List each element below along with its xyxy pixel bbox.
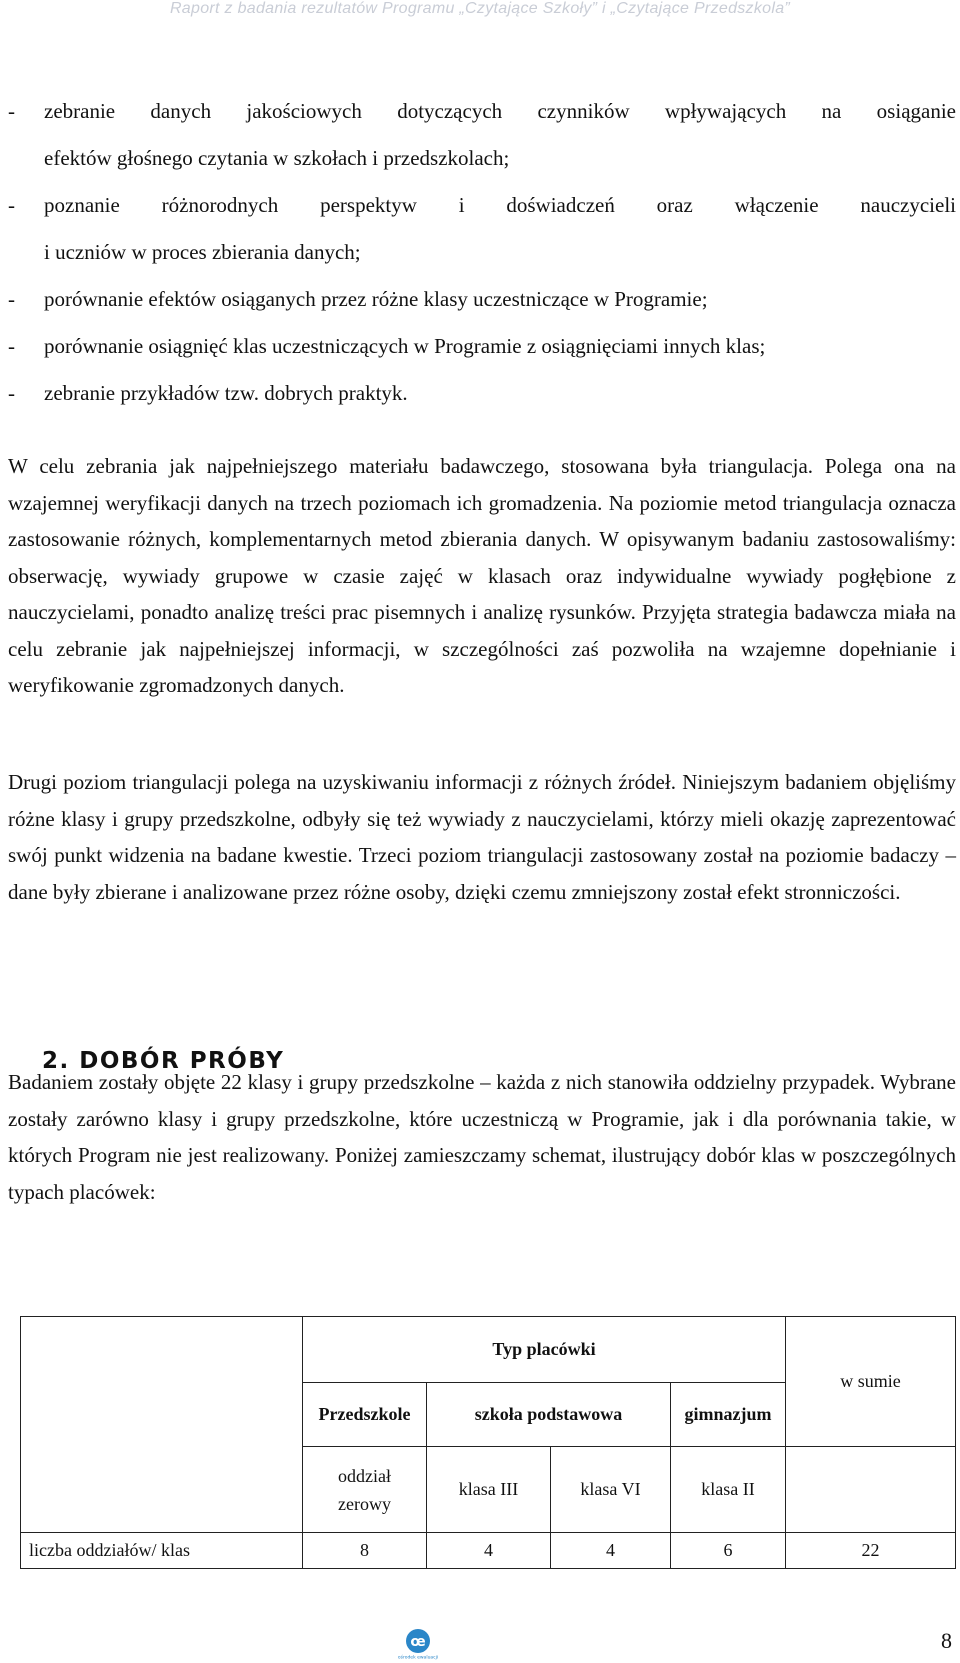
section-heading: 2. DOBÓR PRÓBY bbox=[42, 1048, 285, 1074]
list-item bbox=[8, 370, 956, 417]
list-item-text: porównanie efektów osiąganych przez różne klasy uczestniczące w Programie; bbox=[44, 287, 708, 311]
bullet-dash: - bbox=[8, 334, 15, 358]
list-item-text: porównanie osiągnięć klas uczestniczących w Programie z osiągnięciami innych klas; bbox=[44, 334, 766, 358]
list-item bbox=[8, 276, 956, 323]
table-row bbox=[21, 1533, 956, 1569]
osrodek-ewaluacji-logo bbox=[394, 1628, 442, 1660]
running-header: Raport z badania rezultatów Programu „Czytające Szkoły” i „Czytające Przedszkola” bbox=[169, 0, 791, 17]
table-header-klasa-ii: klasa II bbox=[671, 1447, 786, 1533]
bullet-dash: - bbox=[8, 287, 15, 311]
bullet-dash: - bbox=[8, 381, 15, 405]
table-row-label: liczba oddziałów/ klas bbox=[21, 1533, 303, 1569]
table-header-typ-placowki: Typ placówki bbox=[303, 1317, 786, 1383]
table-cell: 6 bbox=[671, 1533, 786, 1569]
table-header-w-sumie: w sumie bbox=[786, 1317, 956, 1447]
list-item bbox=[8, 88, 956, 182]
table-cell: 4 bbox=[551, 1533, 671, 1569]
table-header-zerowy: zerowy bbox=[338, 1493, 391, 1514]
table-header-szkola-podstawowa: szkoła podstawowa bbox=[427, 1383, 671, 1447]
table-header-gimnazjum: gimnazjum bbox=[671, 1383, 786, 1447]
table-header-klasa-iii: klasa III bbox=[427, 1447, 551, 1533]
table-cell: 4 bbox=[427, 1533, 551, 1569]
list-item-line: poznanie różnorodnych perspektyw i doświadczeń oraz włączenie nauczycieli bbox=[44, 193, 956, 217]
bullet-dash: - bbox=[8, 193, 15, 217]
table-corner-cell bbox=[21, 1317, 303, 1533]
paragraph-sources: Drugi poziom triangulacji polega na uzyskiwaniu informacji z różnych źródeł. Niniejszym badaniem objęliśmy różne klasy i grupy przedszkolne, odbyły się też wywiady z nauczycielami, którzy mieli okazję zaprezentować swój punkt widzenia na badane kwestie. Trzeci poziom triangulacji zastosowany został na poziomie badaczy – dane były zbierane i analizowane przez różne osoby, dzięki czemu zmniejszony został efekt stronniczości. bbox=[8, 770, 956, 904]
table-header-oddzial: oddział bbox=[338, 1465, 391, 1486]
logo-text: ośrodek ewaluacji bbox=[397, 1655, 439, 1660]
table-header-klasa-vi: klasa VI bbox=[551, 1447, 671, 1533]
list-item-text: zebranie przykładów tzw. dobrych praktyk. bbox=[44, 381, 408, 405]
bullet-dash: - bbox=[8, 99, 15, 123]
list-item-line: i uczniów w proces zbierania danych; bbox=[44, 240, 361, 264]
list-item bbox=[8, 182, 956, 276]
list-item-line: efektów głośnego czytania w szkołach i przedszkolach; bbox=[44, 146, 510, 170]
bullet-list bbox=[8, 88, 956, 417]
table-empty-cell bbox=[786, 1447, 956, 1533]
paragraph-triangulation: W celu zebrania jak najpełniejszego materiału badawczego, stosowana była triangulacja. Polega ona na wzajemnej weryfikacji danych na trzech poziomach ich gromadzenia. Na poziomie metod triangulacja oznacza zastosowanie różnych, komplementarnych metod zbierania danych. W opisywanym badaniu zastosowaliśmy: obserwację, wywiady grupowe w czasie zajęć w klasach oraz indywidualne wywiady pogłębione z nauczycielami, ponadto analizę treści prac pisemnych i analizę rysunków. Przyjęta strategia badawcza miała na celu zebranie jak najpełniejszej informacji, w szczególności zaś pozwoliła na wzajemne dopełnianie i weryfikowanie zgromadzonych danych. bbox=[8, 454, 956, 697]
table-header-oddzial-zerowy bbox=[303, 1447, 427, 1533]
logo-mark: œ bbox=[410, 1634, 426, 1650]
list-item bbox=[8, 323, 956, 370]
table-cell: 22 bbox=[786, 1533, 956, 1569]
page-number: 8 bbox=[941, 1628, 952, 1653]
sample-table bbox=[20, 1316, 956, 1569]
paragraph-sample: Badaniem zostały objęte 22 klasy i grupy przedszkolne – każda z nich stanowiła oddzielny przypadek. Wybrane zostały zarówno klasy i grupy przedszkolne, które uczestniczą w Programie, jak i dla porównania takie, w których Program nie jest realizowany. Poniżej zamieszczamy schemat, ilustrujący dobór klas w poszczególnych typach placówek: bbox=[8, 1070, 956, 1204]
table-cell: 8 bbox=[303, 1533, 427, 1569]
table-header-przedszkole: Przedszkole bbox=[303, 1383, 427, 1447]
list-item-line: zebranie danych jakościowych dotyczących czynników wpływających na osiąganie bbox=[44, 99, 956, 123]
